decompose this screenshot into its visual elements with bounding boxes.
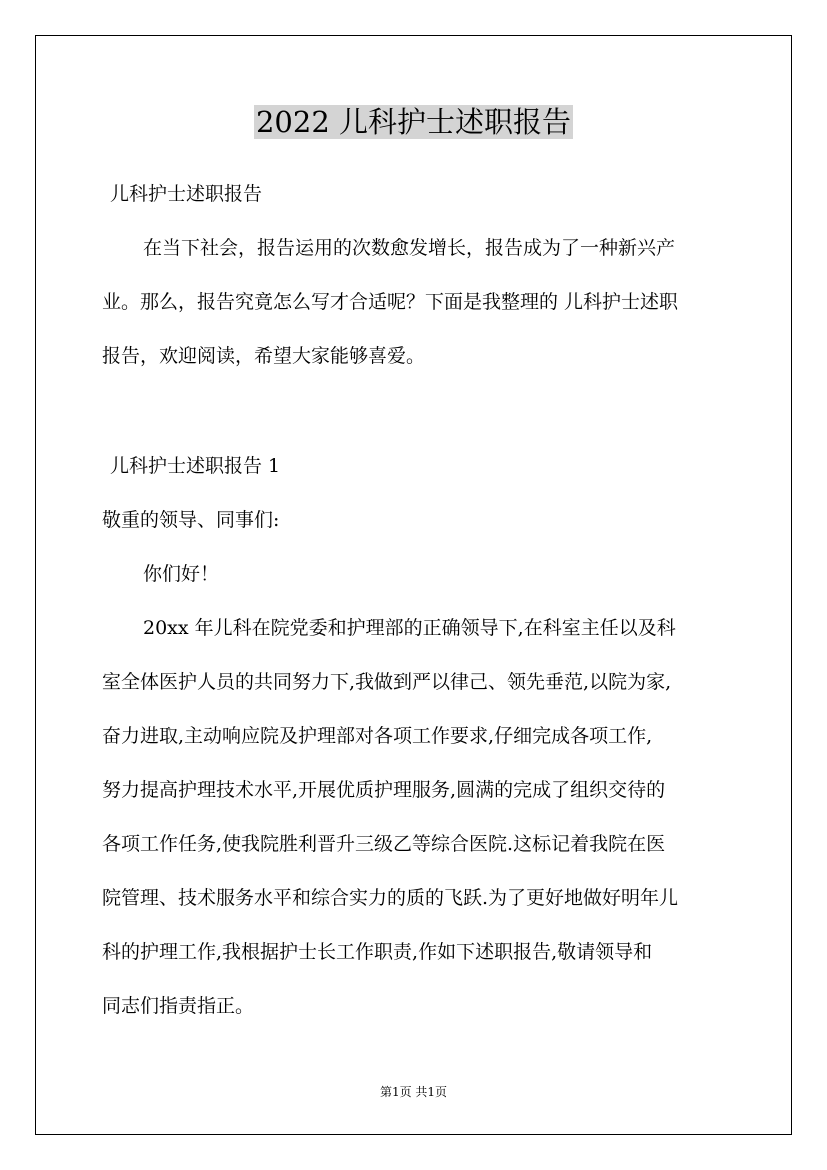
body-line-3: 奋力进取,主动响应院及护理部对各项工作要求,仔细完成各项工作, xyxy=(102,725,653,747)
greeting: 你们好！ xyxy=(143,563,220,585)
body-line-1: 20xx 年儿科在院党委和护理部的正确领导下,在科室主任以及科 xyxy=(143,617,676,639)
intro-line-2: 业。那么，报告究竟怎么写才合适呢？下面是我整理的 儿科护士述职 xyxy=(102,291,679,313)
body-line-6: 院管理、技术服务水平和综合实力的质的飞跃.为了更好地做好明年儿 xyxy=(102,887,679,909)
heading-report: 儿科护士述职报告 xyxy=(110,183,263,205)
intro-line-1: 在当下社会，报告运用的次数愈发增长，报告成为了一种新兴产 xyxy=(143,237,676,259)
salutation: 敬重的领导、同事们: xyxy=(102,509,280,531)
body-line-7: 科的护理工作,我根据护士长工作职责,作如下述职报告,敬请领导和 xyxy=(102,941,653,963)
body-line-4: 努力提高护理技术水平,开展优质护理服务,圆满的完成了组织交待的 xyxy=(102,779,666,801)
title-text: 2022 儿科护士述职报告 xyxy=(255,105,572,139)
body-line-5: 各项工作任务,使我院胜利晋升三级乙等综合医院.这标记着我院在医 xyxy=(102,833,666,855)
page-footer: 第1页 共1页 xyxy=(379,1085,448,1099)
heading-report-1: 儿科护士述职报告 1 xyxy=(110,455,281,477)
body-line-8: 同志们指责指正。 xyxy=(102,995,255,1017)
body-line-2: 室全体医护人员的共同努力下,我做到严以律己、领先垂范,以院为家, xyxy=(102,671,672,693)
intro-line-3: 报告，欢迎阅读，希望大家能够喜爱。 xyxy=(102,345,426,367)
document-title xyxy=(0,102,827,142)
